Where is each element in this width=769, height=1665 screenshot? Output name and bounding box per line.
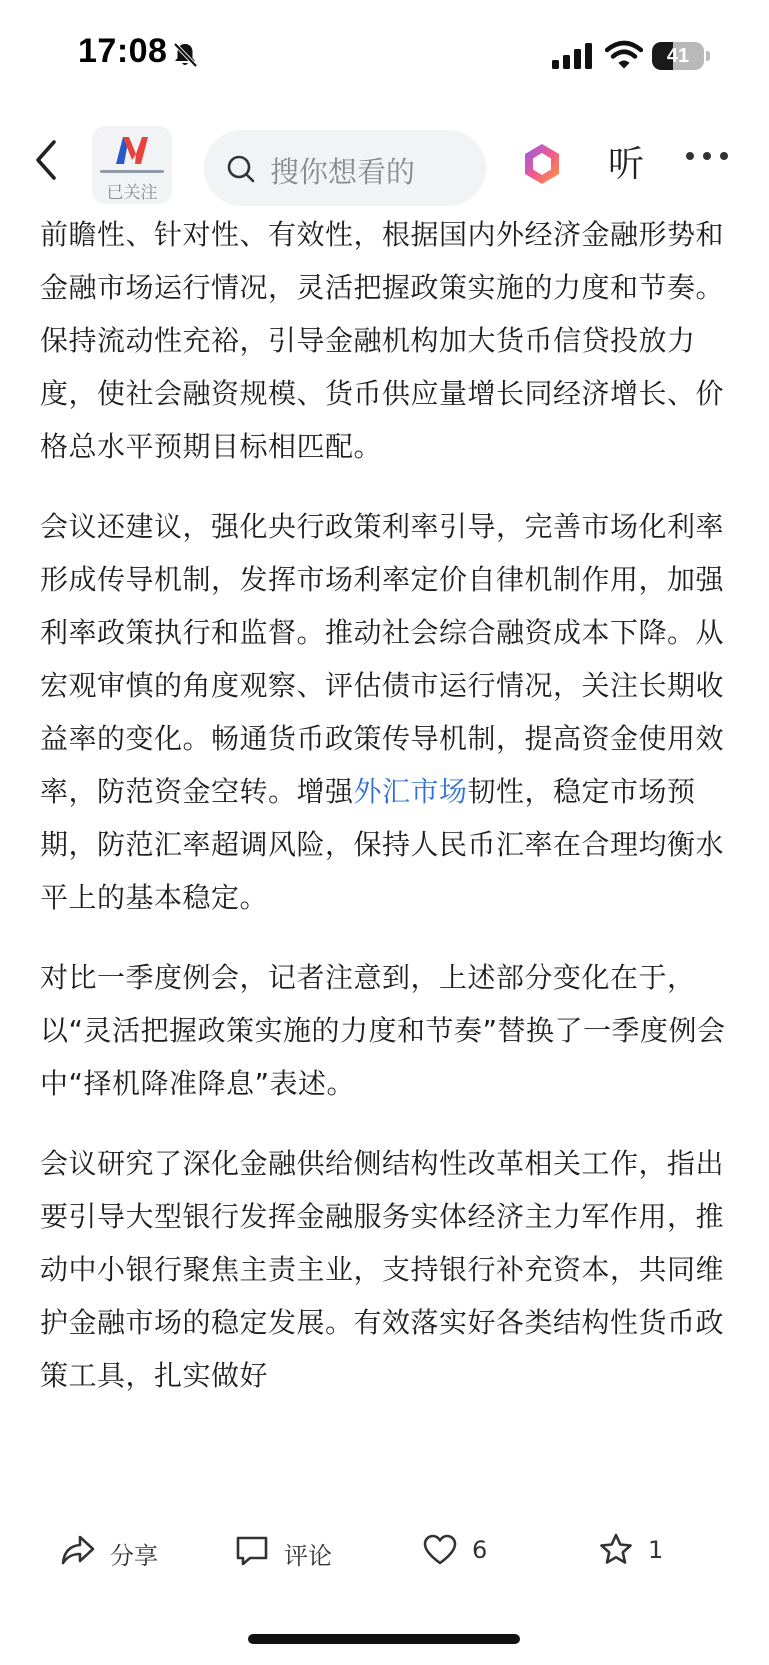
search-bar[interactable] [204, 130, 486, 206]
like-count: 6 [472, 1536, 488, 1564]
heart-icon [422, 1532, 458, 1568]
search-placeholder: 搜你想看的 [270, 155, 416, 189]
article-paragraph: 对比一季度例会，记者注意到，上述部分变化在于，以“灵活把握政策实施的力度和节奏”替换了一季度例会中“择机降准降息”表述。 [40, 961, 726, 1100]
article-body [40, 208, 740, 1508]
wifi-icon [605, 40, 643, 70]
battery-cap [706, 51, 710, 61]
top-navigation-bar [0, 112, 769, 208]
search-icon [226, 154, 256, 184]
publisher-logo-caption [100, 170, 164, 173]
bell-muted-icon [170, 40, 200, 70]
status-bar [0, 0, 769, 110]
battery-icon [652, 42, 704, 70]
back-button[interactable] [30, 136, 62, 184]
more-dot-icon [703, 152, 711, 160]
paragraph-text: 韧性，稳定市场预期，防范汇率超调风险，保持人民币汇率在合理均衡水平上的基本稳定。 [40, 775, 725, 914]
bottom-action-bar [0, 1510, 769, 1590]
comment-button[interactable] [234, 1528, 344, 1572]
share-icon [60, 1532, 96, 1568]
paragraph-text: 会议还建议，强化央行政策利率引导，完善市场化利率形成传导机制，发挥市场利率定价自律机制作用，加强利率政策执行和监督。推动社会综合融资成本下降。从宏观审慎的角度观察、评估债市运行情况，关注长期收益率的变化。畅通货币政策传导机制，提高资金使用效率，防范资金空转。增强 [40, 510, 725, 808]
article-paragraph: 前瞻性、针对性、有效性，根据国内外经济金融形势和金融市场运行情况，灵活把握政策实施的力度和节奏。保持流动性充裕，引导金融机构加大货币信贷投放力度，使社会融资规模、货币供应量增长同经济增长、价格总水平预期目标相匹配。 [40, 218, 725, 463]
publisher-logo-icon [114, 134, 150, 166]
more-options-button[interactable] [686, 152, 730, 164]
cellular-signal-icon [552, 42, 594, 70]
home-indicator[interactable] [248, 1634, 520, 1644]
star-icon [598, 1532, 634, 1568]
publisher-avatar[interactable] [92, 126, 172, 204]
article-paragraph: 会议研究了深化金融供给侧结构性改革相关工作，指出要引导大型银行发挥金融服务实体经济主力军作用，推动中小银行聚焦主责主业，支持银行补充资本，共同维护金融市场的稳定发展。有效落实好各类结构性货币政策工具，扎实做好 [40, 1147, 725, 1392]
comment-label: 评论 [284, 1542, 332, 1570]
battery-level: 41 [666, 45, 690, 67]
share-label: 分享 [110, 1542, 158, 1570]
article-paragraph [40, 500, 740, 924]
more-dot-icon [686, 152, 694, 160]
favorite-button[interactable] [598, 1528, 678, 1572]
more-dot-icon [720, 152, 728, 160]
follow-status-label[interactable]: 已关注 [106, 183, 158, 203]
like-button[interactable] [422, 1528, 502, 1572]
ai-assistant-icon[interactable] [520, 142, 564, 186]
favorite-count: 1 [648, 1536, 664, 1564]
comment-icon [234, 1532, 270, 1568]
status-time: 17:08 [78, 32, 168, 70]
share-button[interactable] [60, 1528, 170, 1572]
listen-button[interactable]: 听 [608, 144, 645, 185]
forex-market-link[interactable]: 外汇市场 [353, 775, 468, 808]
